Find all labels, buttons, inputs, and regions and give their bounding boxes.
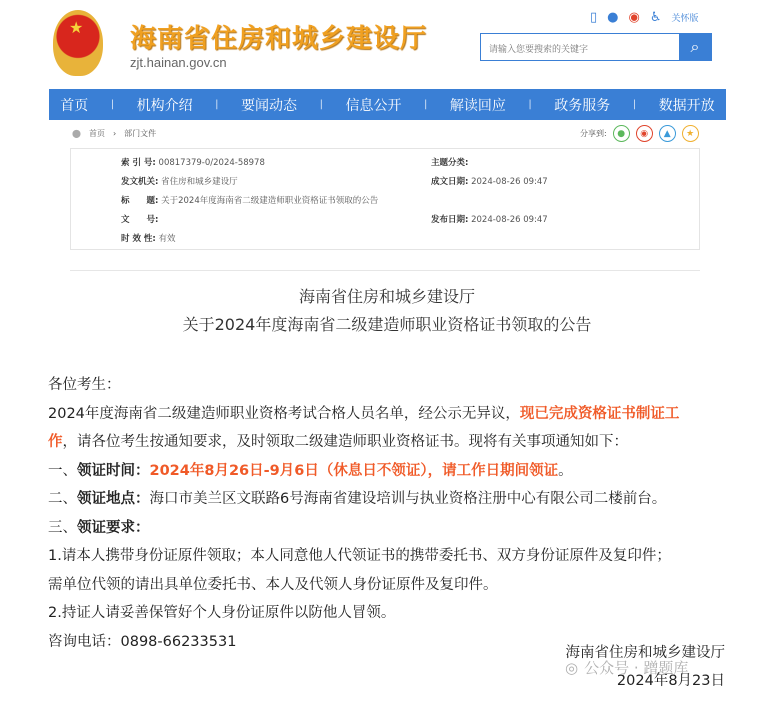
search-input[interactable]: 请输入您要搜索的关键字 (489, 45, 589, 55)
main-nav: 首页 | 机构介绍 | 要闻动态 | 信息公开 | 解读回应 | 政务服务 | 数据开放 (49, 89, 726, 120)
doc-number-label: 文 号: (121, 215, 159, 225)
greeting: 各位考生： (48, 377, 121, 393)
section-number: 一、 (48, 462, 77, 479)
article-org: 海南省住房和城乡建设厅 (298, 287, 475, 306)
share-bar (580, 125, 699, 142)
nav-home[interactable]: 首页 (60, 97, 89, 114)
mobile-icon[interactable]: ▯ (590, 10, 598, 25)
nav-news[interactable]: 要闻动态 (241, 97, 298, 114)
pickup-time: 2024年8月26日-9月6日（休息日不领证），请工作日期间领证 (149, 462, 559, 479)
breadcrumb-home[interactable]: 首页 (88, 129, 105, 138)
site-url: zjt.hainan.gov.cn (130, 55, 227, 70)
national-emblem-logo: ★ (53, 10, 103, 76)
weibo-icon[interactable]: ◉ (628, 10, 640, 25)
watermark-text: 公众号 · 蹭题库 (584, 659, 689, 677)
accessibility-icon[interactable]: ♿ (649, 10, 662, 25)
section-label: 领证时间： (77, 462, 150, 479)
search-icon[interactable]: ⌕ (679, 34, 711, 60)
wechat-icon[interactable]: ● (607, 10, 619, 25)
contact-phone: 咨询电话：0898-66233531 (48, 633, 237, 650)
signature: 海南省住房和城乡建设厅 (565, 645, 725, 661)
divider (70, 270, 700, 271)
pickup-location: 海口市美兰区文联路6号海南省建设培训与执业资格注册中心有限公司二楼前台。 (149, 491, 667, 507)
nav-services[interactable]: 政务服务 (554, 97, 611, 114)
qzone-share-icon[interactable]: ★ (682, 125, 699, 142)
validity-label: 时 效 性: (121, 234, 156, 244)
publish-date-label: 发布日期: (431, 215, 469, 225)
care-mode-link[interactable]: 关怀版 (671, 14, 699, 24)
wechat-share-icon[interactable]: ● (613, 125, 630, 142)
weibo-share-icon[interactable]: ◉ (636, 125, 653, 142)
topic-label: 主题分类: (431, 158, 469, 168)
index-value: 00817379-0/2024-58978 (158, 158, 265, 168)
highlight-text: 现已完成资格证书制证工 (519, 405, 680, 422)
section-label: 领证要求： (77, 519, 150, 536)
nav-interpret[interactable]: 解读回应 (449, 97, 506, 114)
written-date-value: 2024-08-26 09:47 (471, 177, 548, 187)
article-title: 关于2024年度海南省二级建造师职业资格证书领取的公告 (182, 315, 592, 334)
paragraph-text: 2024年度海南省二级建造师职业资格考试合格人员名单，经公示无异议， (48, 405, 520, 422)
highlight-text: 作 (48, 434, 63, 450)
document-info-box (70, 148, 700, 250)
nav-data[interactable]: 数据开放 (658, 97, 715, 114)
publish-date-value: 2024-08-26 09:47 (471, 215, 548, 225)
section-label: 领证地点： (77, 491, 150, 507)
breadcrumb-current[interactable]: 部门文件 (124, 129, 157, 138)
article-body (48, 371, 738, 656)
requirement-1: 1.请本人携带身份证原件领取；本人同意他人代领证书的携带委托书、双方身份证原件及复印件； (48, 548, 671, 564)
requirement-2: 2.持证人请妥善保管好个人身份证原件以防他人冒领。 (48, 605, 396, 621)
site-title[interactable]: 海南省住房和城乡建设厅 (130, 24, 428, 54)
index-label: 索 引 号: (121, 158, 156, 168)
requirement-1-cont: 需单位代领的请出具单位委托书、本人及代领人身份证原件及复印件。 (48, 576, 498, 593)
nav-about[interactable]: 机构介绍 (136, 97, 193, 114)
location-icon: ⬤ (72, 129, 81, 138)
validity-value: 有效 (158, 234, 176, 244)
doc-title-value: 关于2024年度海南省二级建造师职业资格证书领取的公告 (161, 196, 379, 206)
share-label: 分享到: (580, 129, 607, 138)
search-bar (480, 33, 712, 61)
issuer-label: 发文机关: (121, 177, 159, 187)
section-number: 三、 (48, 519, 77, 536)
qq-share-icon[interactable]: ▲ (659, 125, 676, 142)
breadcrumb: ⬤ 首页 › 部门文件 (72, 129, 157, 138)
section-number: 二、 (48, 491, 77, 507)
written-date-label: 成文日期: (431, 177, 469, 187)
signature-date: 2024年8月23日 (616, 673, 725, 689)
issuer-value: 省住房和城乡建设厅 (161, 177, 238, 187)
doc-title-label: 标 题: (121, 196, 159, 206)
paragraph-text: ，请各位考生按通知要求，及时领取二级建造师职业资格证书。现将有关事项通知如下： (62, 434, 628, 450)
punct: 。 (558, 462, 573, 479)
wechat-watermark-icon: ◎ (565, 658, 579, 677)
nav-info[interactable]: 信息公开 (345, 97, 402, 114)
